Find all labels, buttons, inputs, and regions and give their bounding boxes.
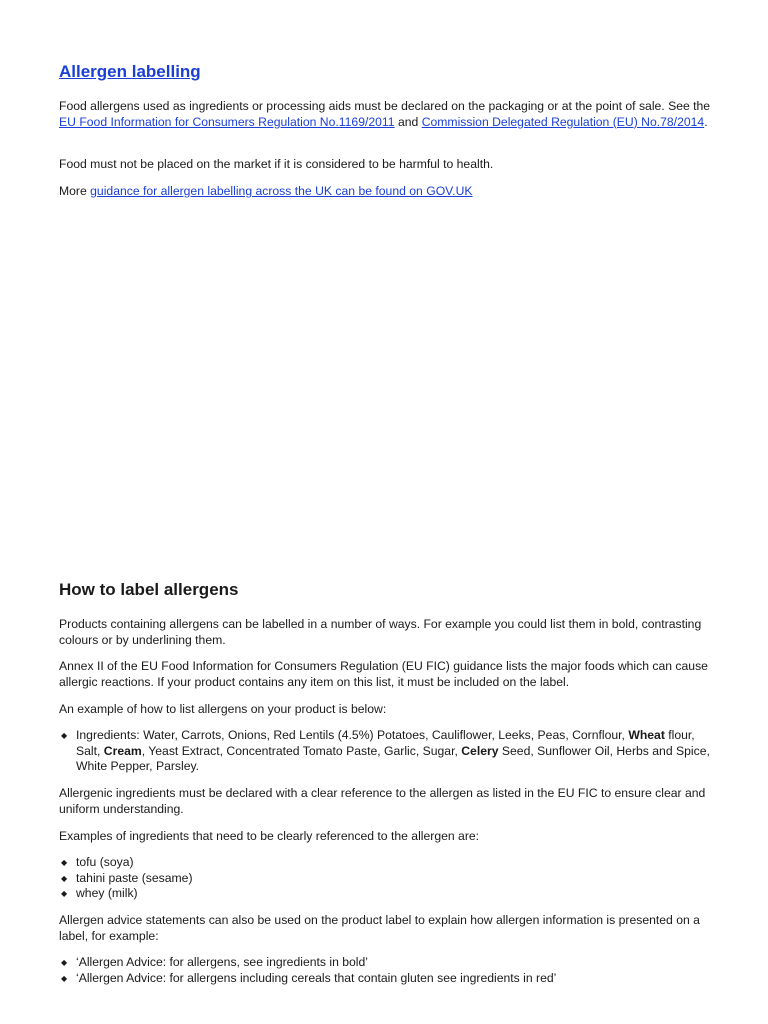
list-item [59, 871, 714, 887]
example-intro-paragraph: An example of how to list allergens on your product is below: [59, 702, 387, 716]
eu-fic-regulation-link[interactable]: EU Food Information for Consumers Regulation No.1169/2011 [59, 114, 395, 129]
list-item-text: ‘Allergen Advice: for allergens including cereals that contain gluten see ingredients in red’ [76, 970, 557, 985]
allergen-bold-text: Cream [103, 743, 142, 758]
allergen-bold-text: Wheat [628, 728, 665, 742]
harmful-food-paragraph: Food must not be placed on the market if it is considered to be harmful to health. [59, 157, 494, 171]
allergen-bold-text: Celery [461, 743, 499, 758]
list-item [59, 728, 714, 775]
ingredient-examples-list [59, 855, 714, 902]
how-to-label-allergens-heading: How to label allergens [59, 580, 239, 599]
paragraph-text: and [394, 114, 422, 129]
paragraph-text: Food allergens used as ingredients or processing aids must be declared on the packaging or at the point of sale. See the [59, 99, 711, 113]
list-item-text: tofu (soya) [76, 855, 134, 869]
labelling-methods-paragraph: Products containing allergens can be labelled in a number of ways. For example you could list them in bold, contrasting colours or by underlining them. [59, 617, 702, 647]
diamond-bullet-icon: ◆ [61, 858, 68, 867]
ingredients-text: Seed, Sunflower Oil, Herbs and Spice, White Pepper, Parsley. [76, 743, 710, 774]
paragraph-text: . [704, 114, 708, 129]
paragraph-text: More [59, 184, 91, 198]
list-item [59, 955, 714, 971]
list-item [59, 855, 714, 871]
commission-delegated-regulation-link[interactable]: Commission Delegated Regulation (EU) No.78/2014 [421, 114, 705, 129]
list-item-text: ‘Allergen Advice: for allergens, see ingredients in bold’ [76, 955, 368, 969]
diamond-bullet-icon: ◆ [61, 958, 68, 967]
list-item-text: tahini paste (sesame) [76, 870, 193, 885]
ingredients-text: , Yeast Extract, Concentrated Tomato Paste, Garlic, Sugar, [141, 743, 462, 758]
list-item [59, 971, 714, 987]
allergen-advice-paragraph: Allergen advice statements can also be used on the product label to explain how allergen information is presented on a label, for example: [59, 913, 700, 943]
example-ingredients-list [59, 728, 714, 775]
allergen-advice-statements-list [59, 955, 714, 986]
diamond-bullet-icon: ◆ [61, 873, 68, 883]
diamond-bullet-icon: ◆ [61, 973, 68, 983]
gov-uk-guidance-link[interactable]: guidance for allergen labelling across the UK can be found on GOV.UK [90, 184, 473, 198]
ingredients-text: Ingredients: Water, Carrots, Onions, Red Lentils (4.5%) Potatoes, Cauliflower, Leeks, Peas, Cornflour, [76, 728, 629, 742]
list-item [59, 886, 714, 902]
allergen-declaration-paragraph [59, 99, 714, 130]
allergen-reference-paragraph: Allergenic ingredients must be declared with a clear reference to the allergen as listed in the EU FIC to ensure clear and uniform understanding. [59, 786, 706, 816]
ingredients-text: flour, Salt, [76, 728, 695, 758]
diamond-bullet-icon: ◆ [61, 889, 68, 899]
annex-ii-paragraph: Annex II of the EU Food Information for Consumers Regulation (EU FIC) guidance lists the major foods which can cause allergic reactions. If your product contains any item on this list, it must be included on the label. [59, 659, 708, 689]
allergen-labelling-heading-link[interactable]: Allergen labelling [59, 62, 201, 81]
diamond-bullet-icon: ◆ [61, 731, 68, 740]
ingredient-examples-intro-paragraph: Examples of ingredients that need to be clearly referenced to the allergen are: [59, 829, 480, 843]
gov-uk-guidance-paragraph [59, 184, 714, 200]
list-item-text: whey (milk) [76, 886, 138, 901]
